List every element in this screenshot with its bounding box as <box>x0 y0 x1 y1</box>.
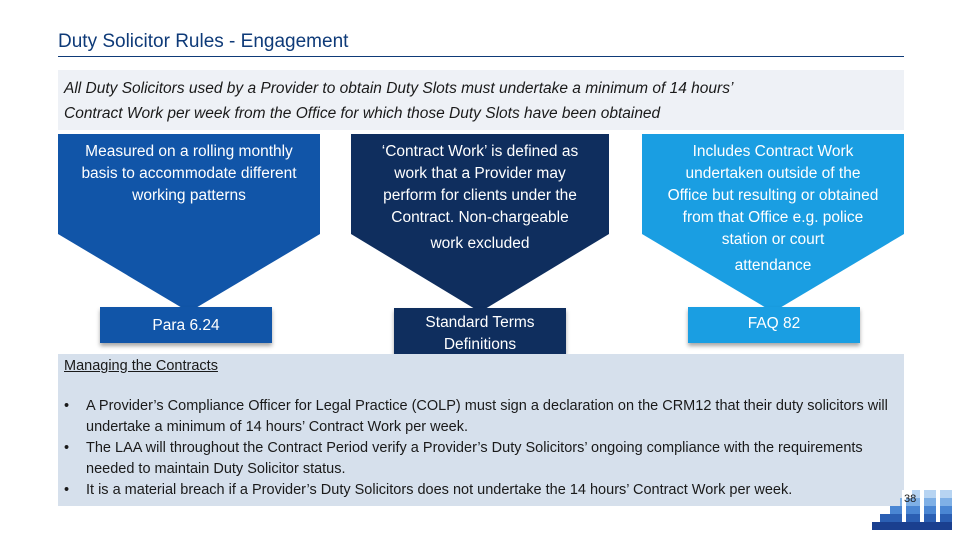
list-item: • A Provider’s Compliance Officer for Legal Practice (COLP) must sign a declaration on the CRM12 that their duty solicitors will undertake a minimum of 14 hours’ Contract Work per week. <box>64 396 898 438</box>
intro-line-1: All Duty Solicitors used by a Provider to obtain Duty Slots must undertake a minimum of 14 hours’ <box>64 80 734 97</box>
chevron-1-line: Measured on a rolling monthly <box>85 143 293 160</box>
page-number: 38 <box>904 493 917 505</box>
chevron-3-line: undertaken outside of the <box>685 165 861 182</box>
chevron-2-line: work that a Provider may <box>394 165 566 182</box>
chevron-3-line: station or court <box>721 231 825 248</box>
tag-standard-terms-line-1: Standard Terms <box>425 314 535 331</box>
chevron-3-line: Includes Contract Work <box>692 143 854 160</box>
chevron-2-line: work excluded <box>430 235 530 252</box>
chevron-2-line: perform for clients under the <box>383 187 577 204</box>
title-divider <box>58 56 904 57</box>
list-item: • It is a material breach if a Provider’s Duty Solicitors does not undertake the 14 hours’ Contract Work per week. <box>64 480 898 501</box>
managing-bullet-list <box>64 396 898 501</box>
chevron-1-line: working patterns <box>132 187 246 204</box>
chevron-3-line: from that Office e.g. police <box>682 209 864 226</box>
chevron-2-line: ‘Contract Work’ is defined as <box>381 143 579 160</box>
chevron-3-line: Office but resulting or obtained <box>667 187 879 204</box>
tag-para-label: Para 6.24 <box>152 317 220 334</box>
tag-standard-terms <box>394 308 566 354</box>
chevron-1-line: basis to accommodate different <box>81 165 297 182</box>
tag-standard-terms-line-2: Definitions <box>443 336 517 353</box>
chevron-outside-office-text <box>642 141 904 277</box>
intro-line-2: Contract Work per week from the Office for which those Duty Slots have been obtained <box>64 105 661 122</box>
chevron-3-line: attendance <box>734 257 812 274</box>
chevron-2-line: Contract. Non-chargeable <box>391 209 569 226</box>
tag-faq-label: FAQ 82 <box>747 315 801 332</box>
chevron-contract-work-definition-text <box>351 141 609 255</box>
managing-contracts-title: Managing the Contracts <box>64 358 218 374</box>
intro-text <box>64 76 900 126</box>
slide-title: Duty Solicitor Rules - Engagement <box>58 31 349 52</box>
list-item: • The LAA will throughout the Contract Period verify a Provider’s Duty Solicitors’ ongoing compliance with the requirements needed to maintain Duty Solicitor status. <box>64 438 898 480</box>
tag-faq-82 <box>688 307 860 343</box>
tag-para-6-24 <box>100 307 272 343</box>
chevron-rolling-monthly-text <box>58 141 320 207</box>
